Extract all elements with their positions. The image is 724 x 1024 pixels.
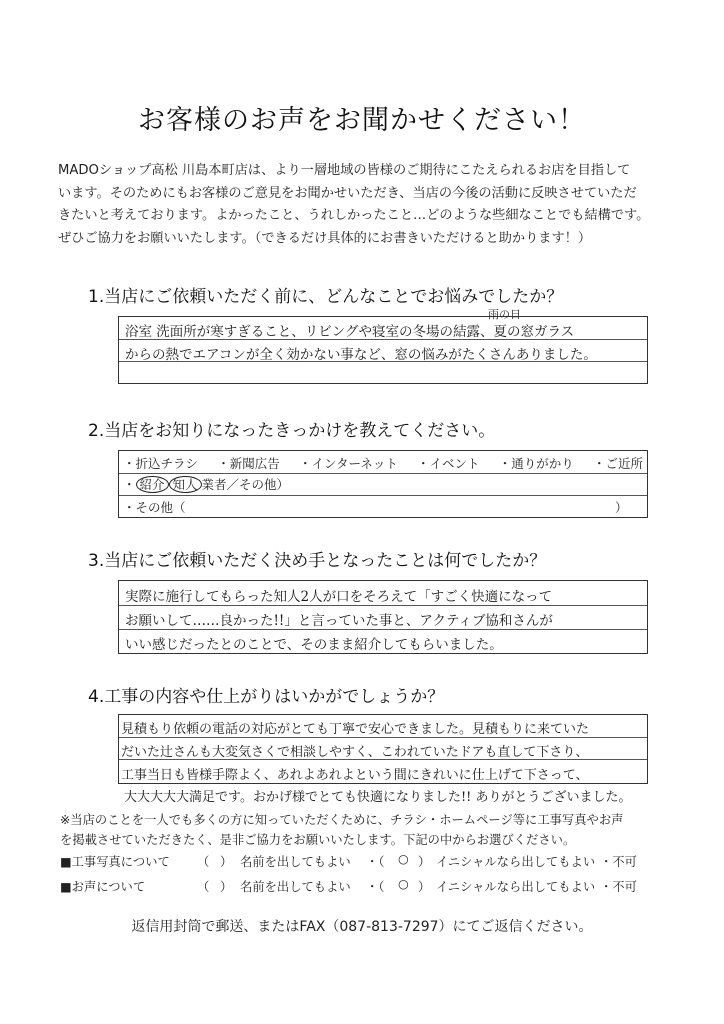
paren-close: ） bbox=[418, 880, 431, 894]
answer-box-3 bbox=[118, 580, 648, 654]
page-title: お客様のお声をお聞かせください！ bbox=[138, 105, 586, 136]
answer-box-1 bbox=[118, 316, 648, 384]
option-referral-circled[interactable]: 紹介 bbox=[136, 476, 169, 493]
consent-photo-row bbox=[60, 852, 660, 872]
footer-instructions: 返信用封筒で郵送、またはFAX（087-813-7297）にてご返信ください。 bbox=[131, 919, 593, 935]
option-passing-by[interactable]: ・通りがかり bbox=[498, 456, 574, 471]
paren-close: ） bbox=[220, 880, 233, 894]
option-no-voice[interactable]: ・不可 bbox=[600, 880, 637, 894]
consent-photo-label: ■工事写真について bbox=[60, 855, 170, 869]
intro-line: います。そのためにもお客様のご意見をお聞かせいただき、当店の今後の活動に反映させていただ bbox=[58, 185, 637, 201]
insert-note: 雨の日 bbox=[488, 308, 521, 321]
consent-voice-label: ■お声について bbox=[60, 880, 146, 894]
option-neighborhood[interactable]: ・ご近所 bbox=[592, 456, 643, 471]
option-initial-ok-voice[interactable]: イニシャルなら出してもよい bbox=[436, 880, 596, 894]
paren-open: （ bbox=[197, 855, 210, 869]
option-no-photo[interactable]: ・不可 bbox=[600, 855, 637, 869]
paren-open: ・（ bbox=[366, 880, 385, 894]
answer-line: 見積もり依頼の電話の対応がとても丁寧で安心できました。見積もりに来ていた bbox=[121, 722, 590, 737]
notice-line: ※当店のことを一人でも多くの方に知っていただくために、チラシ・ホームページ等に工事写真やお声 bbox=[60, 813, 624, 827]
question-3: 3.当店にご依頼いただく決め手となったことは何でしたか？ bbox=[88, 551, 547, 571]
options-row-1 bbox=[123, 454, 643, 472]
intro-line: MADOショップ高松 川島本町店は、より一層地域の皆様のご期待にこたえられるお店を目指して bbox=[58, 163, 631, 178]
option-name-ok-voice[interactable]: 名前を出してもよい bbox=[240, 880, 351, 894]
answer-line-overflow: 大大大大大満足です。おかげ様でとても快適になりました!! ありがとうございました。 bbox=[124, 790, 632, 805]
answer-line: お願いして……良かった!!」と言っていた事と、アクティブ協和さんが bbox=[125, 613, 553, 629]
paren-close: ） bbox=[220, 855, 233, 869]
option-initial-ok-photo-mark[interactable]: ○ bbox=[398, 852, 409, 866]
paren-open: （ bbox=[197, 880, 210, 894]
question-2: 2.当店をお知りになったきっかけを教えてください。 bbox=[88, 421, 496, 441]
option-initial-ok-photo[interactable]: イニシャルなら出してもよい bbox=[436, 855, 596, 869]
option-internet[interactable]: ・インターネット bbox=[298, 456, 398, 471]
intro-paragraph bbox=[58, 160, 678, 250]
answer-line: からの熱でエアコンが全く効かない事など、窓の悩みがたくさんありました。 bbox=[125, 347, 597, 363]
bullet: ・ bbox=[123, 477, 136, 492]
paren-close: ） bbox=[418, 855, 431, 869]
answer-line: 浴室 洗面所が寒すぎること、リビングや寝室の冬場の結露、夏の窓ガラス bbox=[125, 324, 575, 340]
option-other-close: ） bbox=[615, 500, 628, 515]
answer-line: 実際に施行してもらった知人2人が口をそろえて「すごく快適になって bbox=[125, 589, 553, 605]
intro-line: ぜひご協力をお願いいたします。（できるだけ具体的にお書きいただけると助かります！） bbox=[58, 230, 592, 246]
option-contractor-other[interactable]: 業者／その他） bbox=[201, 477, 290, 492]
option-name-ok-photo[interactable]: 名前を出してもよい bbox=[240, 855, 351, 869]
option-flyer[interactable]: ・折込チラシ bbox=[123, 456, 199, 471]
option-other[interactable]: ・その他（ bbox=[123, 500, 186, 515]
option-acquaintance-circled[interactable]: 知人 bbox=[169, 476, 202, 493]
notice-text bbox=[60, 810, 623, 850]
option-initial-ok-voice-mark[interactable]: ○ bbox=[398, 877, 409, 891]
answer-box-4 bbox=[118, 714, 648, 784]
notice-line: を掲載させていただきたく、是非ご協力をお願いいたします。下記の中からお選びください。 bbox=[60, 833, 576, 847]
paren-open: ・（ bbox=[366, 855, 385, 869]
question-4: 4.工事の内容や仕上がりはいかがでしょうか？ bbox=[88, 687, 445, 707]
question-1: 1.当店にご依頼いただく前に、どんなことでお悩みでしたか？ bbox=[88, 287, 564, 307]
source-options-box bbox=[118, 450, 648, 518]
options-row-2 bbox=[123, 475, 289, 493]
intro-line: きたいと考えております。よかったこと、うれしかったこと…どのような些細なことでも結構です。 bbox=[58, 208, 650, 223]
option-newspaper[interactable]: ・新聞広告 bbox=[217, 456, 280, 471]
answer-line: いい感じだったとのことで、そのまま紹介してもらいました。 bbox=[125, 637, 503, 653]
answer-line: 工事当日も皆様手際よく、あれよあれよという間にきれいに仕上げて下さって、 bbox=[121, 768, 589, 783]
consent-voice-row bbox=[60, 877, 660, 897]
option-event[interactable]: ・イベント bbox=[417, 456, 480, 471]
answer-line: だいた辻さんも大変気さくで相談しやすく、こわれていたドアも直して下さり、 bbox=[121, 745, 589, 760]
